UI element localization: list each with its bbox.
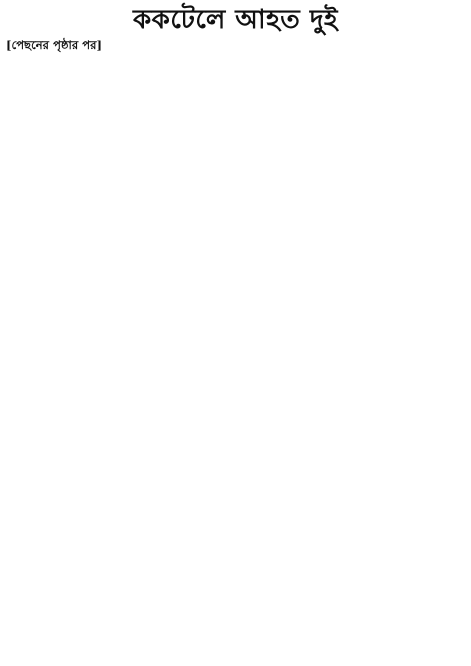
article-body [6,38,465,53]
article-headline: ককটেলে আহত দুই [132,5,339,35]
continuation-marker: [পেছনের পৃষ্ঠার পর] [6,38,103,52]
